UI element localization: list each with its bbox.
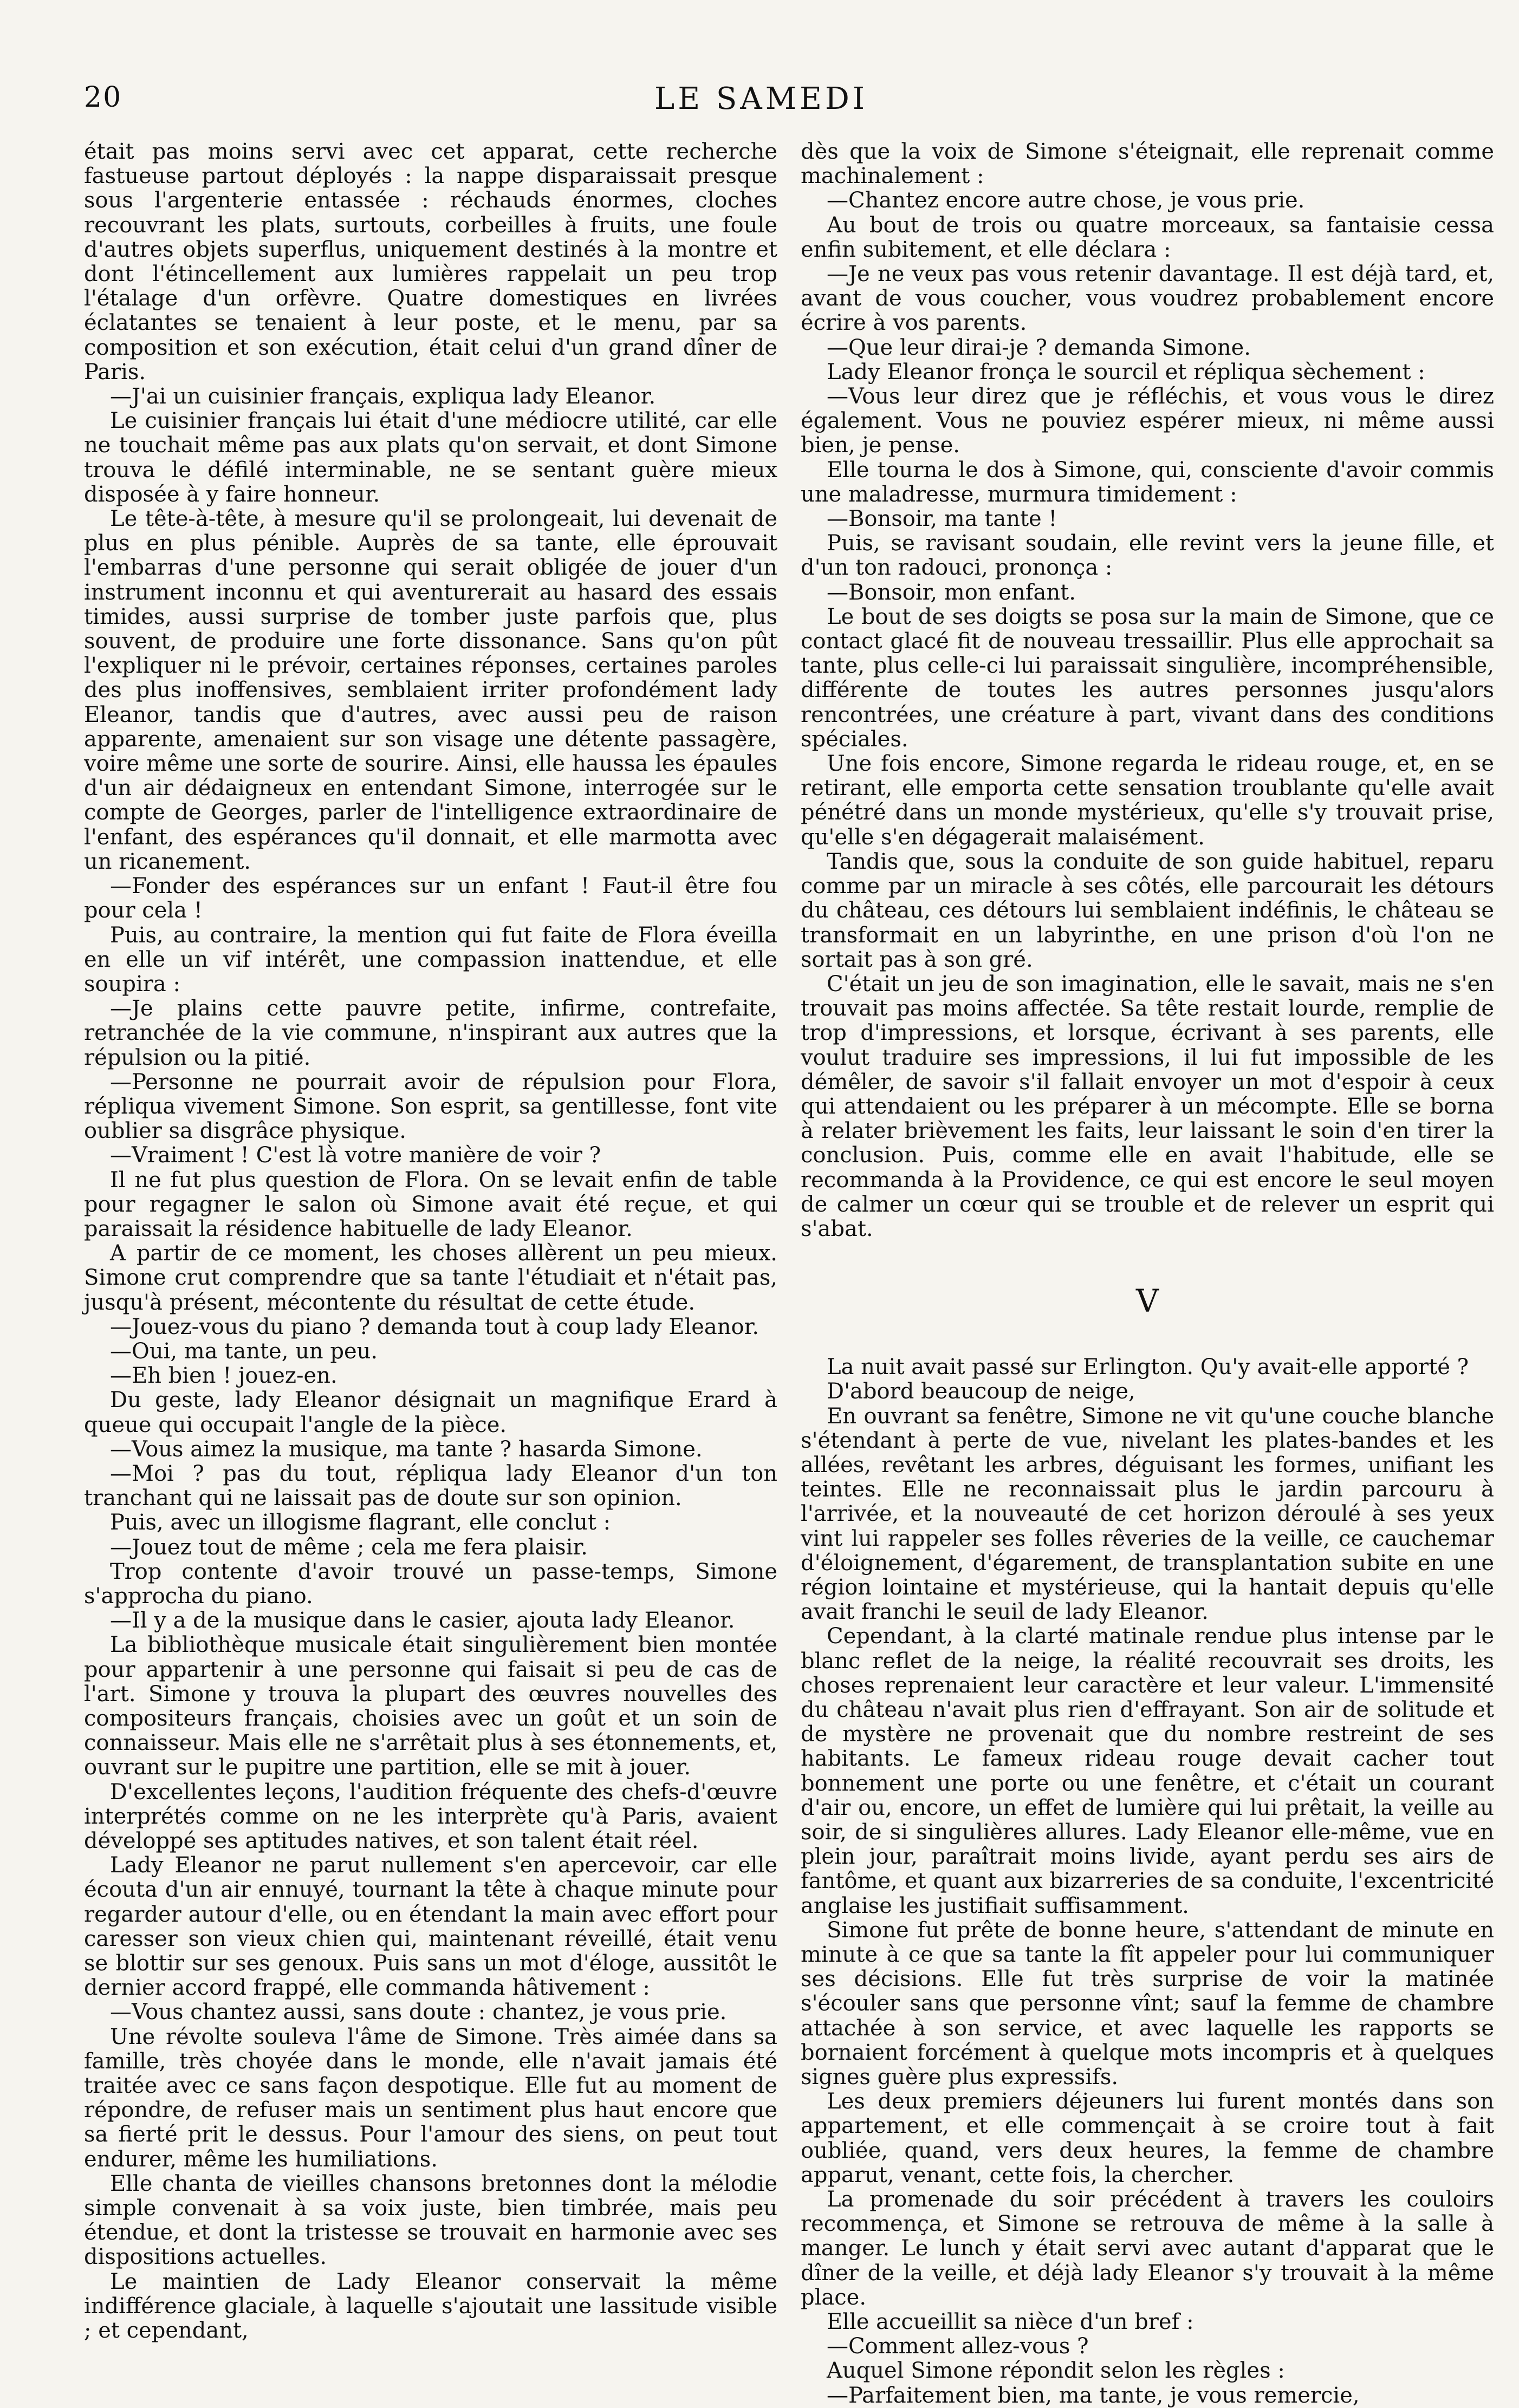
paragraph: Il ne fut plus question de Flora. On se levait enfin de table pour regagner le salon où Simone avait été reçue, et qui paraissait la résidence habituelle de lady Eleanor. [84,1167,777,1241]
paragraph: —Jouez-vous du piano ? demanda tout à coup lady Eleanor. [110,1314,760,1339]
paragraph: —Jouez tout de même ; cela me fera plaisir. [110,1534,588,1560]
paragraph: —Bonsoir, ma tante ! [827,506,1057,532]
paragraph: —Vous aimez la musique, ma tante ? hasarda Simone. [110,1436,703,1462]
paragraph: La nuit avait passé sur Erlington. Qu'y avait-elle apporté ? [827,1355,1469,1380]
paragraph: était pas moins servi avec cet apparat, cette recherche fastueuse partout déployés : la nappe disparaissait presque sous l'argenterie entassée : réchauds énormes, cloches recouvrant les plats, surtouts, corbeilles à fruits, une foule d'autres objets superflus, uniquement destinés à la montre et dont l'étincellement aux lumières rappelait un peu trop l'étalage d'un orfèvre. Quatre domestiques en livrées éclatantes se tenaient à leur poste, et le menu, par sa composition et son exécution, était celui d'un grand dîner de Paris. [84,139,777,385]
paragraph: —Je plains cette pauvre petite, infirme, contrefaite, retranchée de la vie commune, n'inspirant aux autres que la répulsion ou la pitié. [84,996,777,1070]
paragraph: Une révolte souleva l'âme de Simone. Très aimée dans sa famille, très choyée dans le monde, elle n'avait jamais été traitée avec ce sans façon despotique. Elle fut au moment de répondre, de refuser mais un sentiment plus haut encore que sa fierté prit le dessus. Pour l'amour des siens, on peut tout endurer, même les humiliations. [84,2024,777,2172]
page-header [84,81,1438,125]
paragraph: Lady Eleanor ne parut nullement s'en apercevoir, car elle écouta d'un air ennuyé, tournant la tête à chaque minute pour regarder autour d'elle, ou en étendant la main avec effort pour caresser son vieux chien qui, maintenant réveillé, était venu se blottir sur ses genoux. Puis sans un mot d'éloge, aussitôt le dernier accord frappé, elle commanda hâtivement : [84,1853,777,2001]
paragraph: Puis, avec un illogisme flagrant, elle conclut : [110,1510,611,1535]
paragraph: —Fonder des espérances sur un enfant ! Faut-il être fou pour cela ! [84,874,777,923]
paragraph: A partir de ce moment, les choses allèrent un peu mieux. Simone crut comprendre que sa tante l'étudiait et n'était pas, jusqu'à présent, mécontente du résultat de cette étude. [84,1241,777,1315]
paragraph: —Bonsoir, mon enfant. [827,580,1076,605]
paragraph: Elle accueillit sa nièce d'un bref : [827,2309,1194,2335]
paragraph: La bibliothèque musicale était singulièrement bien montée pour appartenir à une personne qui faisait si peu de cas de l'art. Simone y trouva la plupart des œuvres nouvelles des compositeurs français, choisies avec un goût et un soin de connaisseur. Mais elle ne s'arrêtait plus à ses étonnements, et, ouvrant sur le pupitre une partition, elle se mit à jouer. [84,1632,777,1780]
paragraph: Tandis que, sous la conduite de son guide habituel, reparu comme par un miracle à ses côtés, elle parcourait les détours du château, ces détours lui semblaient indéfinis, le château se transformait en un labyrinthe, en une prison d'où l'on ne sortait pas à son gré. [801,849,1494,972]
paragraph: —Personne ne pourrait avoir de répulsion pour Flora, répliqua vivement Simone. Son esprit, sa gentillesse, font vite oublier sa disgrâce physique. [84,1069,777,1144]
paragraph: —Moi ? pas du tout, répliqua lady Eleanor d'un ton tranchant qui ne laissait pas de doute sur son opinion. [84,1461,777,1511]
paragraph: En ouvrant sa fenêtre, Simone ne vit qu'une couche blanche s'étendant à perte de vue, nivelant les plates-bandes et les allées, revêtant les arbres, déguisant les formes, unifiant les teintes. Elle ne reconnaissait plus le jardin parcouru à l'arrivée, et la nouveauté de cet horizon déroulé à ses yeux vint lui rappeler ses folles rêveries de la veille, ce cauchemar d'éloignement, d'égarement, de transplantation subite en une région lointaine et mystérieuse, qui la hantait depuis qu'elle avait franchi le seuil de lady Eleanor. [801,1403,1494,1625]
paragraph: —Je ne veux pas vous retenir davantage. Il est déjà tard, et, avant de vous coucher, vous voudrez probablement encore écrire à vos parents. [801,262,1494,336]
paragraph: Au bout de trois ou quatre morceaux, sa fantaisie cessa enfin subitement, et elle déclara : [801,212,1494,262]
right-column [801,139,1494,2408]
paragraph: Cependant, à la clarté matinale rendue plus intense par le blanc reflet de la neige, la réalité recouvrait ses droits, les choses reprenaient leur caractère et leur valeur. L'immensité du château n'avait plus rien d'effrayant. Son air de solitude et de mystère ne provenait que du nombre restreint de ses habitants. Le fameux rideau rouge devait cacher tout bonnement une porte ou une fenêtre, et c'était un courant d'air ou, encore, un effet de lumière qui lui prêtait, la veille au soir, de si singulières allures. Lady Eleanor elle-même, vue en plein jour, paraîtrait moins livide, ayant perdu ses airs de fantôme, et quant aux bizarreries de sa conduite, l'excentricité anglaise les justifiait suffisamment. [801,1624,1494,1918]
paragraph: Trop contente d'avoir trouvé un passe-temps, Simone s'approcha du piano. [84,1559,777,1609]
paragraph: —Vous leur direz que je réfléchis, et vous vous le direz également. Vous ne pouviez espérer mieux, ni même aussi bien, je pense. [801,384,1494,458]
paragraph: dès que la voix de Simone s'éteignait, elle reprenait comme machinalement : [801,139,1494,189]
paragraph: —Vous chantez aussi, sans doute : chantez, je vous prie. [110,2000,727,2025]
paragraph: —Oui, ma tante, un peu. [110,1338,378,1364]
paragraph: Puis, se ravisant soudain, elle revint vers la jeune fille, et d'un ton radouci, prononça : [801,531,1494,581]
paragraph: La promenade du soir précédent à travers les couloirs recommença, et Simone se retrouva de même à la salle à manger. Le lunch y était servi avec autant d'apparat que le dîner de la veille, et déjà lady Eleanor s'y trouvait à la même place. [801,2187,1494,2310]
page-number: 20 [84,81,122,114]
paragraph: —J'ai un cuisinier français, expliqua lady Eleanor. [110,384,656,409]
paragraph: —Eh bien ! jouez-en. [110,1363,337,1389]
paragraph: Les deux premiers déjeuners lui furent montés dans son appartement, et elle commençait à se croire tout à fait oubliée, quand, vers deux heures, la femme de chambre apparut, venant, cette fois, la chercher. [801,2089,1494,2188]
left-column [84,139,777,2344]
paragraph: Auquel Simone répondit selon les règles : [827,2358,1285,2384]
paragraph: Elle chanta de vieilles chansons bretonnes dont la mélodie simple convenait à sa voix juste, bien timbrée, mais peu étendue, et dont la tristesse se trouvait en harmonie avec ses dispositions actuelles. [84,2171,777,2270]
paragraph: Une fois encore, Simone regarda le rideau rouge, et, en se retirant, elle emporta cette sensation troublante qu'elle avait pénétré dans un monde mystérieux, qu'elle s'y trouvait prise, qu'elle s'en dégagerait malaisément. [801,751,1494,850]
paragraph: D'abord beaucoup de neige, [827,1379,1135,1404]
paragraph: Puis, au contraire, la mention qui fut faite de Flora éveilla en elle un vif intérêt, une compassion inattendue, et elle soupira : [84,922,777,997]
running-title: LE SAMEDI [654,81,868,116]
paragraph: Elle tourna le dos à Simone, qui, consciente d'avoir commis une maladresse, murmura timidement : [801,457,1494,507]
paragraph: —Que leur dirai-je ? demanda Simone. [827,335,1251,360]
paragraph: —Parfaitement bien, ma tante, je vous remercie, [827,2383,1360,2408]
paragraph: C'était un jeu de son imagination, elle le savait, mais ne s'en trouvait pas moins affectée. Sa tête restait lourde, remplie de trop d'impressions, et lorsque, écrivant à ses parents, elle voulut traduire ses impressions, il lui fut impossible de les démêler, de savoir s'il fallait envoyer un mot d'espoir à ceux qui attendaient ou les préparer à un mécompte. Elle se borna à relater brièvement les faits, leur laissant le soin d'en tirer la conclusion. Puis, comme elle en avait l'habitude, elle se recommanda à la Providence, ce qui est encore le seul moyen de calmer un cœur qui se trouble et de relever un esprit qui s'abat. [801,971,1494,1241]
paragraph: Le maintien de Lady Eleanor conservait la même indifférence glaciale, à laquelle s'ajoutait une lassitude visible ; et cependant, [84,2269,777,2344]
paragraph: —Vraiment ! C'est là votre manière de voir ? [110,1143,601,1168]
paragraph: Le cuisinier français lui était d'une médiocre utilité, car elle ne touchait même pas aux plats qu'on servait, et dont Simone trouva le défilé interminable, ne se sentant guère mieux disposée à y faire honneur. [84,408,777,507]
paragraph: —Chantez encore autre chose, je vous prie. [827,188,1305,213]
paragraph: Le tête-à-tête, à mesure qu'il se prolongeait, lui devenait de plus en plus pénible. Auprès de sa tante, elle éprouvait l'embarras d'une personne qui serait obligée de jouer d'un instrument inconnu et qui aventurerait au hasard des essais timides, aussi surprise de tomber juste parfois que, plus souvent, de produire une forte dissonance. Sans qu'on pût l'expliquer ni le prévoir, certaines réponses, certaines paroles des plus inoffensives, semblaient irriter profondément lady Eleanor, tandis que d'autres, avec aussi peu de raison apparente, amenaient sur son visage une détente passagère, voire même une sorte de sourire. Ainsi, elle haussa les épaules d'un air dédaigneux en entendant Simone, interrogée sur le compte de Georges, parler de l'intelligence extraordinaire de l'enfant, des espérances qu'il donnait, et elle marmotta avec un ricanement. [84,506,777,874]
paragraph: Du geste, lady Eleanor désignait un magnifique Erard à queue qui occupait l'angle de la pièce. [84,1388,777,1437]
paragraph: Simone fut prête de bonne heure, s'attendant de minute en minute à ce que sa tante la fît appeler pour lui communiquer ses décisions. Elle fut très surprise de voir la matinée s'écouler sans que personne vînt; sauf la femme de chambre attachée à son service, et avec laquelle les rapports se bornaient forcément à quelque mots incompris et à quelques signes guère plus expressifs. [801,1917,1494,2090]
paragraph: Le bout de ses doigts se posa sur la main de Simone, que ce contact glacé fit de nouveau tressaillir. Plus elle approchait sa tante, plus celle-ci lui paraissait singulière, incompréhensible, différente de toutes les autres personnes jusqu'alors rencontrées, une créature à part, vivant dans des conditions spéciales. [801,604,1494,752]
paragraph: D'excellentes leçons, l'audition fréquente des chefs-d'œuvre interprétés comme on ne les interprète qu'à Paris, avaient développé ses aptitudes natives, et son talent était réel. [84,1779,777,1854]
paragraph: Lady Eleanor fronça le sourcil et répliqua sèchement : [827,359,1425,385]
paragraph: —Comment allez-vous ? [827,2334,1089,2359]
chapter-heading: V [1136,1283,1159,1320]
paragraph: —Il y a de la musique dans le casier, ajouta lady Eleanor. [110,1608,735,1633]
